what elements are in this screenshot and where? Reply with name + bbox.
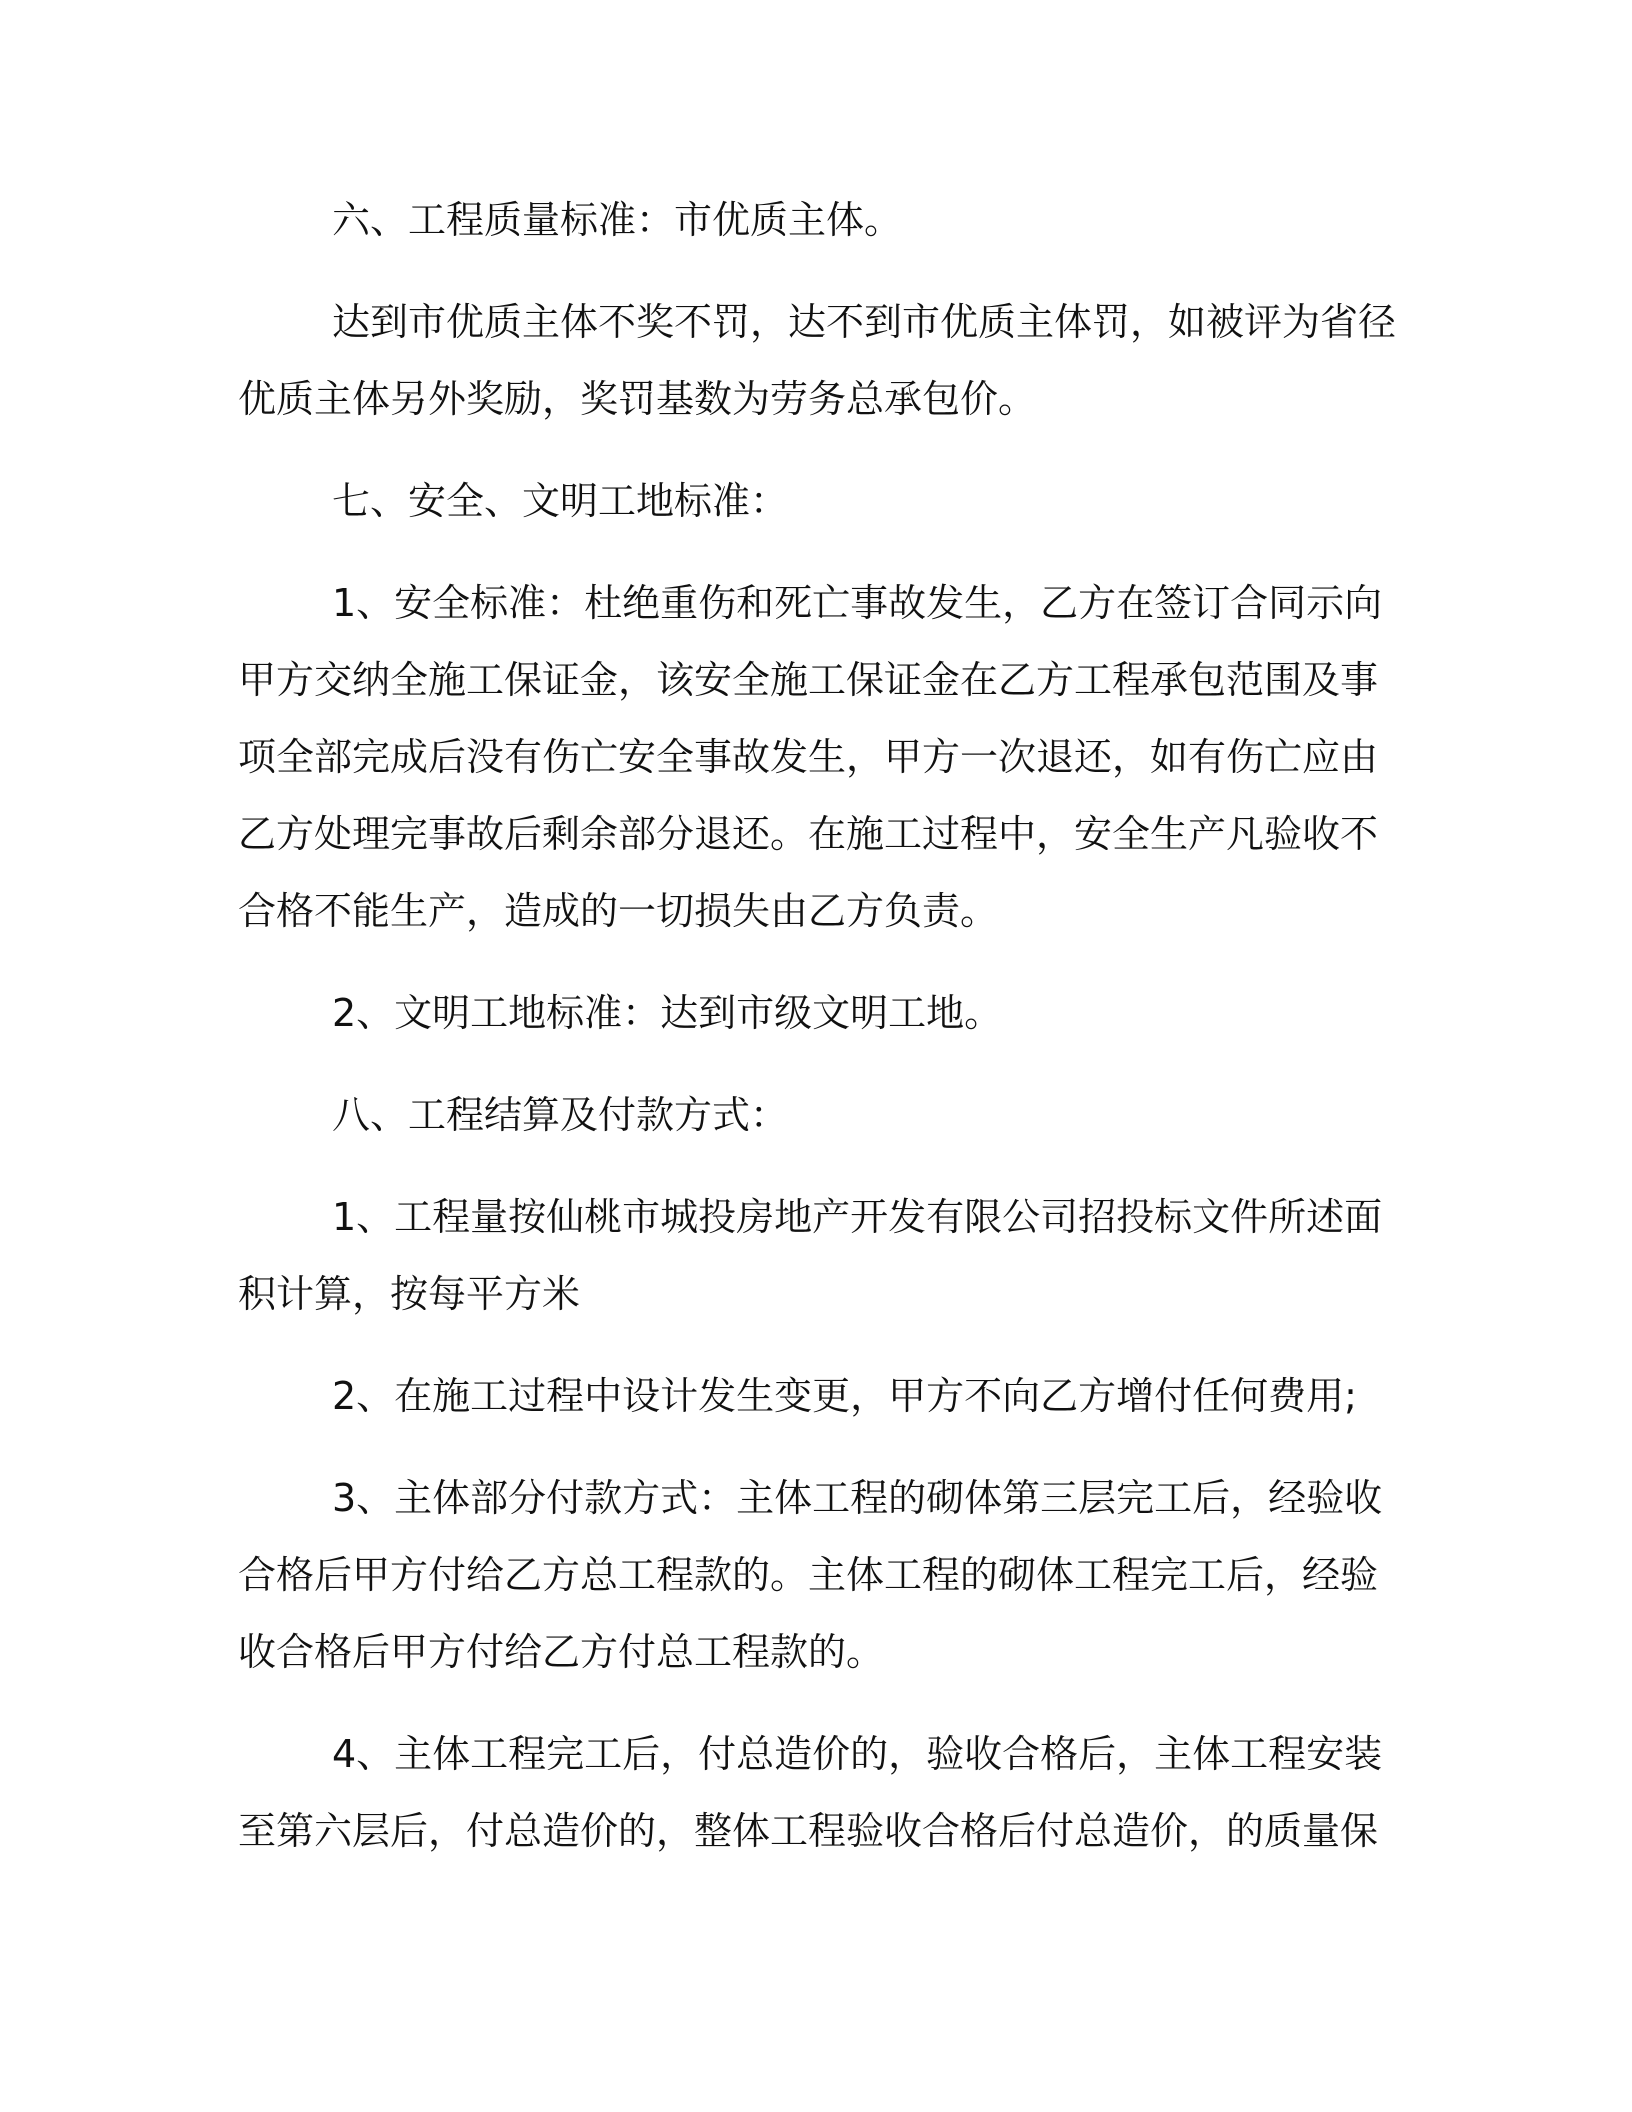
safety-paragraph-line-5: 合格不能生产，造成的一切损失由乙方负责。 bbox=[238, 889, 999, 933]
quality-paragraph-line-2: 优质主体另外奖励，奖罚基数为劳务总承包价。 bbox=[238, 377, 1037, 421]
quantity-paragraph-line-1: 1、工程量按仙桃市城投房地产开发有限公司招投标文件所述面 bbox=[332, 1195, 1383, 1239]
payment-paragraph-line-3: 收合格后甲方付给乙方付总工程款的。 bbox=[238, 1630, 885, 1674]
section-six-heading: 六、工程质量标准：市优质主体。 bbox=[332, 198, 903, 242]
quantity-paragraph-line-2: 积计算，按每平方米 bbox=[238, 1272, 581, 1316]
quality-paragraph-line-1: 达到市优质主体不奖不罚，达不到市优质主体罚，如被评为省径 bbox=[332, 300, 1397, 344]
civilized-site-paragraph: 2、文明工地标准：达到市级文明工地。 bbox=[332, 991, 1003, 1035]
completion-paragraph-line-1: 4、主体工程完工后，付总造价的，验收合格后，主体工程安装 bbox=[332, 1732, 1383, 1776]
safety-paragraph-line-1: 1、安全标准：杜绝重伤和死亡事故发生，乙方在签订合同示向 bbox=[332, 581, 1383, 625]
safety-paragraph-line-2: 甲方交纳全施工保证金，该安全施工保证金在乙方工程承包范围及事 bbox=[238, 658, 1379, 702]
payment-paragraph-line-1: 3、主体部分付款方式：主体工程的砌体第三层完工后，经验收 bbox=[332, 1476, 1383, 1520]
section-seven-heading: 七、安全、文明工地标准： bbox=[332, 479, 789, 523]
safety-paragraph-line-4: 乙方处理完事故后剩余部分退还。在施工过程中，安全生产凡验收不 bbox=[238, 812, 1379, 856]
section-eight-heading: 八、工程结算及付款方式： bbox=[332, 1093, 789, 1137]
safety-paragraph-line-3: 项全部完成后没有伤亡安全事故发生，甲方一次退还，如有伤亡应由 bbox=[238, 735, 1379, 779]
design-change-paragraph: 2、在施工过程中设计发生变更，甲方不向乙方增付任何费用; bbox=[332, 1374, 1357, 1418]
payment-paragraph-line-2: 合格后甲方付给乙方总工程款的。主体工程的砌体工程完工后，经验 bbox=[238, 1553, 1379, 1597]
completion-paragraph-line-2: 至第六层后，付总造价的，整体工程验收合格后付总造价，的质量保 bbox=[238, 1809, 1379, 1853]
